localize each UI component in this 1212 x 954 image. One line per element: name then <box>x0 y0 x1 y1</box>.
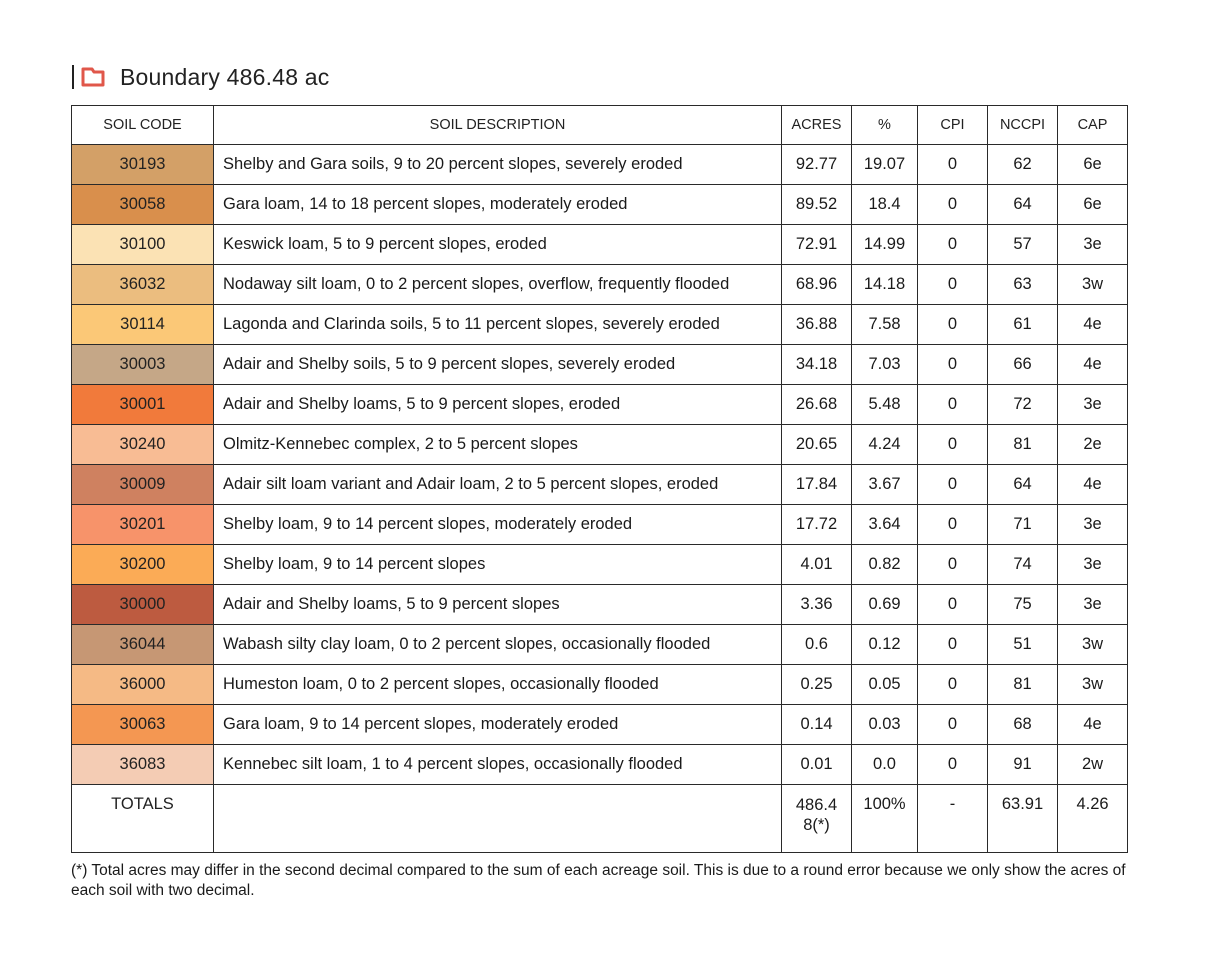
col-header-soil-description: SOIL DESCRIPTION <box>214 106 782 145</box>
soil-description-cell: Adair and Shelby soils, 5 to 9 percent slopes, severely eroded <box>214 345 782 385</box>
cpi-cell: 0 <box>918 665 988 705</box>
table-row <box>72 265 1128 305</box>
totals-acres-line1: 486.4 <box>795 796 838 814</box>
header-divider <box>72 65 74 89</box>
soil-description-cell: Humeston loam, 0 to 2 percent slopes, occasionally flooded <box>214 665 782 705</box>
table-row <box>72 585 1128 625</box>
nccpi-cell: 64 <box>988 185 1058 225</box>
percent-cell: 18.4 <box>852 185 918 225</box>
soil-description-cell: Wabash silty clay loam, 0 to 2 percent slopes, occasionally flooded <box>214 625 782 665</box>
footnote: (*) Total acres may differ in the second decimal compared to the sum of each acreage soil. This is due to a round error because we only show the acres of each soil with two decimal. <box>71 862 1126 899</box>
cap-cell: 3e <box>1058 225 1128 265</box>
soil-description-cell: Shelby and Gara soils, 9 to 20 percent slopes, severely eroded <box>214 145 782 185</box>
totals-row <box>72 785 1128 853</box>
table-row <box>72 145 1128 185</box>
table-row <box>72 745 1128 785</box>
cap-cell: 3w <box>1058 265 1128 305</box>
cpi-cell: 0 <box>918 265 988 305</box>
cpi-cell: 0 <box>918 385 988 425</box>
soil-description-cell: Nodaway silt loam, 0 to 2 percent slopes, overflow, frequently flooded <box>214 265 782 305</box>
soil-description-cell: Olmitz-Kennebec complex, 2 to 5 percent slopes <box>214 425 782 465</box>
percent-cell: 14.18 <box>852 265 918 305</box>
percent-cell: 0.69 <box>852 585 918 625</box>
acres-cell: 89.52 <box>782 185 852 225</box>
page-title: Boundary 486.48 ac <box>120 63 330 90</box>
cap-cell: 6e <box>1058 145 1128 185</box>
boundary-header <box>72 60 329 94</box>
cap-cell: 2e <box>1058 425 1128 465</box>
cap-cell: 3w <box>1058 625 1128 665</box>
acres-cell: 72.91 <box>782 225 852 265</box>
totals-nccpi: 63.91 <box>988 785 1058 853</box>
cpi-cell: 0 <box>918 305 988 345</box>
table-row <box>72 545 1128 585</box>
soil-code-cell: 30058 <box>72 185 214 225</box>
table-row <box>72 305 1128 345</box>
percent-cell: 7.03 <box>852 345 918 385</box>
nccpi-cell: 72 <box>988 385 1058 425</box>
soil-code-cell: 30001 <box>72 385 214 425</box>
nccpi-cell: 62 <box>988 145 1058 185</box>
soil-description-cell: Kennebec silt loam, 1 to 4 percent slopes, occasionally flooded <box>214 745 782 785</box>
soil-description-cell: Gara loam, 14 to 18 percent slopes, moderately eroded <box>214 185 782 225</box>
soil-code-cell: 30003 <box>72 345 214 385</box>
table-row <box>72 385 1128 425</box>
cpi-cell: 0 <box>918 625 988 665</box>
cpi-cell: 0 <box>918 745 988 785</box>
acres-cell: 3.36 <box>782 585 852 625</box>
cap-cell: 3e <box>1058 585 1128 625</box>
soil-description-cell: Shelby loam, 9 to 14 percent slopes, moderately eroded <box>214 505 782 545</box>
percent-cell: 0.82 <box>852 545 918 585</box>
cap-cell: 6e <box>1058 185 1128 225</box>
nccpi-cell: 74 <box>988 545 1058 585</box>
cpi-cell: 0 <box>918 705 988 745</box>
col-header-cap: CAP <box>1058 106 1128 145</box>
soil-code-cell: 36032 <box>72 265 214 305</box>
nccpi-cell: 61 <box>988 305 1058 345</box>
col-header-soil-code: SOIL CODE <box>72 106 214 145</box>
cpi-cell: 0 <box>918 225 988 265</box>
acres-cell: 17.72 <box>782 505 852 545</box>
soil-code-cell: 30240 <box>72 425 214 465</box>
acres-cell: 0.6 <box>782 625 852 665</box>
col-header-nccpi: NCCPI <box>988 106 1058 145</box>
nccpi-cell: 63 <box>988 265 1058 305</box>
soil-code-cell: 30063 <box>72 705 214 745</box>
totals-percent: 100% <box>852 785 918 853</box>
percent-cell: 4.24 <box>852 425 918 465</box>
acres-cell: 17.84 <box>782 465 852 505</box>
col-header-acres: ACRES <box>782 106 852 145</box>
soil-code-cell: 30009 <box>72 465 214 505</box>
nccpi-cell: 71 <box>988 505 1058 545</box>
totals-cap: 4.26 <box>1058 785 1128 853</box>
percent-cell: 14.99 <box>852 225 918 265</box>
totals-acres-line2: 8(*) <box>803 816 830 834</box>
nccpi-cell: 66 <box>988 345 1058 385</box>
percent-cell: 19.07 <box>852 145 918 185</box>
soil-code-cell: 36083 <box>72 745 214 785</box>
totals-description-empty <box>214 785 782 853</box>
acres-cell: 36.88 <box>782 305 852 345</box>
totals-acres <box>782 785 852 853</box>
percent-cell: 7.58 <box>852 305 918 345</box>
nccpi-cell: 64 <box>988 465 1058 505</box>
soil-description-cell: Gara loam, 9 to 14 percent slopes, moderately eroded <box>214 705 782 745</box>
soil-code-cell: 36000 <box>72 665 214 705</box>
soil-description-cell: Adair and Shelby loams, 5 to 9 percent slopes <box>214 585 782 625</box>
soil-table <box>71 105 1128 853</box>
percent-cell: 5.48 <box>852 385 918 425</box>
totals-cpi: - <box>918 785 988 853</box>
soil-code-cell: 30193 <box>72 145 214 185</box>
boundary-polygon-icon <box>80 66 106 88</box>
soil-description-cell: Shelby loam, 9 to 14 percent slopes <box>214 545 782 585</box>
soil-code-cell: 30100 <box>72 225 214 265</box>
cpi-cell: 0 <box>918 145 988 185</box>
acres-cell: 92.77 <box>782 145 852 185</box>
cap-cell: 3e <box>1058 545 1128 585</box>
acres-cell: 0.25 <box>782 665 852 705</box>
soil-code-cell: 30201 <box>72 505 214 545</box>
col-header-percent: % <box>852 106 918 145</box>
table-row <box>72 425 1128 465</box>
cpi-cell: 0 <box>918 345 988 385</box>
cpi-cell: 0 <box>918 505 988 545</box>
percent-cell: 0.0 <box>852 745 918 785</box>
soil-description-cell: Adair and Shelby loams, 5 to 9 percent slopes, eroded <box>214 385 782 425</box>
soil-code-cell: 30114 <box>72 305 214 345</box>
cpi-cell: 0 <box>918 425 988 465</box>
percent-cell: 0.05 <box>852 665 918 705</box>
cap-cell: 3w <box>1058 665 1128 705</box>
table-row <box>72 505 1128 545</box>
soil-code-cell: 30000 <box>72 585 214 625</box>
nccpi-cell: 51 <box>988 625 1058 665</box>
cpi-cell: 0 <box>918 465 988 505</box>
cap-cell: 3e <box>1058 505 1128 545</box>
table-row <box>72 225 1128 265</box>
table-row <box>72 705 1128 745</box>
percent-cell: 0.03 <box>852 705 918 745</box>
nccpi-cell: 81 <box>988 425 1058 465</box>
cpi-cell: 0 <box>918 585 988 625</box>
cap-cell: 4e <box>1058 345 1128 385</box>
acres-cell: 4.01 <box>782 545 852 585</box>
table-row <box>72 185 1128 225</box>
percent-cell: 0.12 <box>852 625 918 665</box>
nccpi-cell: 81 <box>988 665 1058 705</box>
totals-label: TOTALS <box>72 785 214 853</box>
cap-cell: 2w <box>1058 745 1128 785</box>
table-row <box>72 345 1128 385</box>
table-header-row <box>72 106 1128 145</box>
nccpi-cell: 68 <box>988 705 1058 745</box>
nccpi-cell: 91 <box>988 745 1058 785</box>
percent-cell: 3.67 <box>852 465 918 505</box>
acres-cell: 68.96 <box>782 265 852 305</box>
nccpi-cell: 75 <box>988 585 1058 625</box>
acres-cell: 0.01 <box>782 745 852 785</box>
cap-cell: 4e <box>1058 305 1128 345</box>
nccpi-cell: 57 <box>988 225 1058 265</box>
cap-cell: 3e <box>1058 385 1128 425</box>
acres-cell: 26.68 <box>782 385 852 425</box>
soil-description-cell: Adair silt loam variant and Adair loam, 2 to 5 percent slopes, eroded <box>214 465 782 505</box>
cpi-cell: 0 <box>918 185 988 225</box>
cap-cell: 4e <box>1058 705 1128 745</box>
soil-description-cell: Lagonda and Clarinda soils, 5 to 11 percent slopes, severely eroded <box>214 305 782 345</box>
percent-cell: 3.64 <box>852 505 918 545</box>
soil-code-cell: 36044 <box>72 625 214 665</box>
table-row <box>72 625 1128 665</box>
acres-cell: 20.65 <box>782 425 852 465</box>
table-row <box>72 665 1128 705</box>
acres-cell: 0.14 <box>782 705 852 745</box>
table-row <box>72 465 1128 505</box>
cpi-cell: 0 <box>918 545 988 585</box>
col-header-cpi: CPI <box>918 106 988 145</box>
soil-description-cell: Keswick loam, 5 to 9 percent slopes, eroded <box>214 225 782 265</box>
acres-cell: 34.18 <box>782 345 852 385</box>
soil-code-cell: 30200 <box>72 545 214 585</box>
cap-cell: 4e <box>1058 465 1128 505</box>
